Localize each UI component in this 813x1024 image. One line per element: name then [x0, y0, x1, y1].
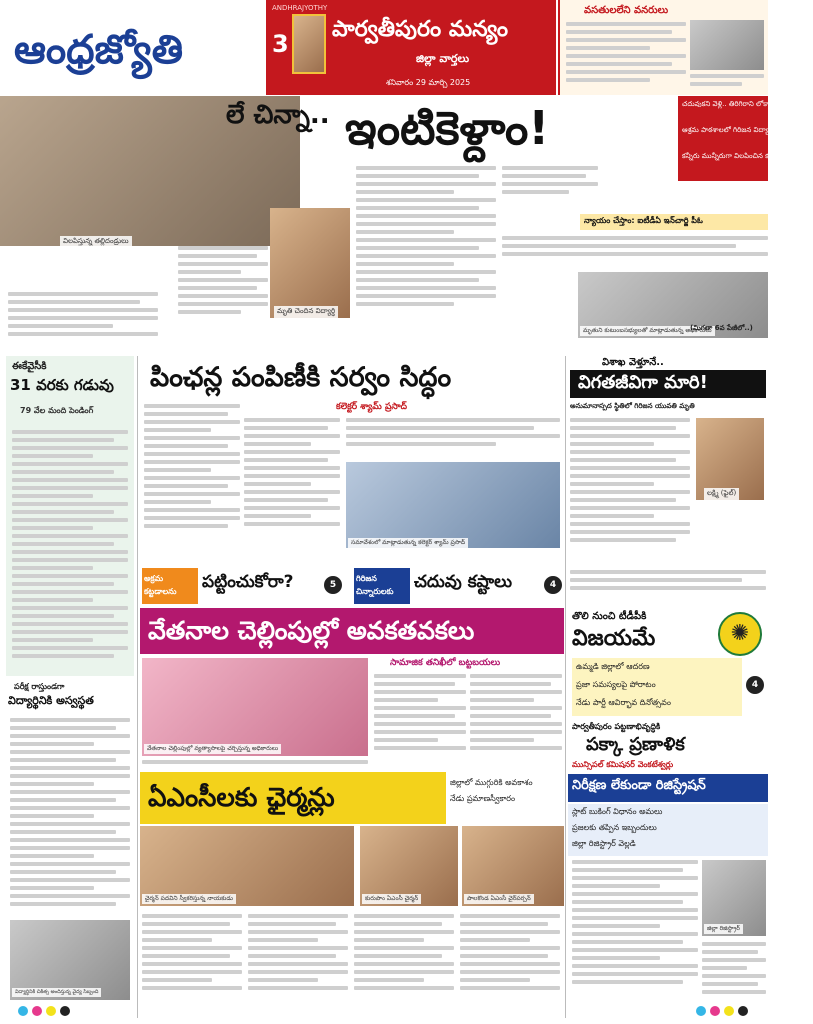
lead-subhead-box [580, 214, 768, 230]
visakha-photo-caption: లక్ష్మి (ఫైల్) [704, 488, 739, 500]
lead-text-right-b [502, 236, 768, 266]
pension-text-3 [346, 418, 560, 458]
district-name: పార్వతీపురం మన్యం [332, 17, 509, 42]
amc-photo-3 [462, 826, 564, 906]
reg-dot-left-k [60, 1006, 70, 1016]
amc-bullet-1: జిల్లాలో ముగ్గురికి అవకాశం [450, 778, 533, 787]
exam-photo-caption: విద్యార్థినికి చికిత్స అందిస్తున్న వైద్య సిబ్బంది [12, 988, 101, 997]
teaser-2-text: చదువు కష్టాలు [414, 572, 513, 592]
reg-dot-right-m [710, 1006, 720, 1016]
lead-bullet-2: ఆశ్రమ పాఠశాలలో గిరిజన విద్యార్థి మృతి [682, 126, 791, 134]
masthead-deity-image [292, 14, 326, 74]
tdp-bullet-1: ఉమ్మడి జిల్లాలో ఆదరణ [576, 662, 650, 671]
amc-photo-caption-3: పాలకొండ ఏఎంసీ చైర్‌పర్సన్ [464, 894, 534, 904]
registration-text-2 [702, 942, 766, 1012]
teaser-1-text: పట్టించుకోరా? [202, 572, 294, 592]
registration-photo [702, 860, 766, 936]
amc-text-4 [460, 914, 560, 1014]
reg-dot-left-m [32, 1006, 42, 1016]
pension-text-1 [144, 404, 240, 554]
tdp-headline: విజయమే [572, 626, 656, 651]
pension-byline: కలెక్టర్ శ్యామ్ ప్రసాద్ [336, 402, 407, 412]
registration-headline: నిరీక్షణ లేకుండా రిజిస్ట్రేషన్ [572, 778, 706, 793]
masthead-small-label: ANDHRAJYOTHY [272, 4, 328, 12]
lead-side-bullets [678, 96, 813, 181]
reg-dot-right-k [738, 1006, 748, 1016]
masthead [0, 0, 768, 96]
lead-kicker: లే చిన్నా.. [226, 100, 330, 130]
pension-photo-caption: సమావేశంలో మాట్లాడుతున్న కలెక్టర్ శ్యామ్ ప్రసాద్ [348, 538, 468, 548]
masthead-logo: ఆంధ్రజ్యోతి [14, 27, 183, 73]
reg-dot-right-y [724, 1006, 734, 1016]
student-photo [270, 208, 350, 318]
registration-headline-bar [568, 774, 768, 802]
deadline-title: ఈకేవైసీకి [12, 361, 47, 372]
masthead-red-band [266, 0, 556, 95]
salaries-photo-caption: వేతనాల చెల్లింపుల్లో వ్యత్యాసాలపై చర్చిస్తున్న అధికారులు [144, 744, 281, 754]
registration-bullet-1: స్లాట్ బుకింగ్ విధానం అమలు [572, 807, 663, 816]
reg-dot-left-y [46, 1006, 56, 1016]
salaries-text-2 [470, 674, 562, 766]
registration-bullet-2: ప్రజలకు తప్పిన ఇబ్బందులు [572, 823, 657, 832]
teaser-2-page: 4 [544, 576, 562, 594]
visakha-photo [696, 418, 764, 500]
lead-text-mid [178, 246, 268, 346]
plan-box [568, 722, 768, 772]
amc-story [140, 772, 564, 1018]
tdp-bullets [572, 658, 742, 716]
visakha-headline: విగతజీవిగా మారి! [578, 372, 708, 393]
salaries-text-1 [374, 674, 466, 766]
amc-headline: ఏఎంసీలకు ఛైర్మన్లు [148, 783, 335, 813]
lead-text-right-a [502, 166, 598, 206]
lead-photo-caption: విలపిస్తున్న తల్లిదండ్రులు [60, 236, 132, 248]
lead-text-center [356, 166, 496, 346]
tdp-logo-icon: ✺ [718, 612, 762, 656]
lead-story [0, 96, 813, 354]
visakha-story [566, 354, 768, 604]
section-label: జిల్లా వార్తలు [416, 52, 470, 65]
exam-headline: విద్యార్థినికి అస్వస్థత [8, 694, 94, 707]
top-right-title: వసతులలేని వనరులు [584, 5, 669, 16]
lead-bullet-3: కన్నీరు మున్నీరుగా విలపించిన కుటుంబ సభ్యులు [682, 152, 813, 160]
visakha-headline-box [570, 370, 766, 398]
deadline-text [12, 430, 128, 670]
reg-dot-left-c [18, 1006, 28, 1016]
amc-photo-caption-2: కురుపాం ఏఎంసీ చైర్మన్ [362, 894, 421, 904]
tdp-bullet-2: ప్రజా సమస్యలపై పోరాటం [576, 680, 656, 689]
salaries-headline-bar [140, 608, 564, 654]
deadline-sub: 79 వేల మంది పెండింగ్ [20, 406, 94, 415]
elephant-photo [690, 20, 764, 70]
amc-text-1 [142, 914, 242, 1014]
pension-text-2 [244, 418, 340, 554]
visakha-text-1 [570, 418, 690, 568]
visakha-kicker: విశాఖ వెళ్తూనే.. [602, 357, 664, 368]
salaries-byline: సామాజిక తనిఖీలో బట్టబయలు [390, 658, 501, 668]
teaser-1-label: అక్రమ కట్టడాలను [144, 574, 177, 596]
pension-headline: పింఛన్ల పంపిణీకి సర్వం సిద్ధం [150, 362, 452, 393]
amc-photo-2 [360, 826, 458, 906]
family-photo-caption: మృతుని కుటుంబసభ్యులతో మాట్లాడుతున్న అధికారులు [580, 326, 715, 336]
plan-kicker: పార్వతీపురం పట్టణాభివృద్ధికి [572, 722, 661, 731]
pension-story [140, 354, 564, 560]
pension-photo [346, 462, 560, 548]
plan-headline: పక్కా ప్రణాళిక [586, 734, 685, 755]
salaries-text-3 [142, 760, 368, 768]
teaser-2-label: గిరిజన చిన్నారులకు [356, 574, 394, 596]
tdp-kicker: తొలి నుంచి టీడీపీకి [572, 611, 647, 622]
column-rule-left [137, 356, 138, 1018]
plan-sub: మున్సిపల్ కమిషనర్ వెంకటేశ్వర్లు [572, 760, 674, 769]
teaser-1-page: 5 [324, 576, 342, 594]
exam-story [6, 682, 134, 1018]
exam-photo [10, 920, 130, 1000]
page-number: 3 [272, 30, 289, 58]
teaser-1-label-box [142, 568, 198, 604]
exam-kicker: పరీక్ష రాస్తుండగా [14, 682, 65, 691]
top-right-box [558, 0, 768, 95]
visakha-text-2 [570, 570, 766, 600]
amc-photo-1 [140, 826, 354, 906]
amc-bullet-2: నేడు ప్రమాణస్వీకారం [450, 794, 516, 803]
tdp-bullet-3: నేడు పార్టీ ఆవిర్భావ దినోత్సవం [576, 698, 671, 707]
teaser-1[interactable] [142, 568, 342, 604]
lead-headline: ఇంటికెళ్దాం! [345, 101, 550, 155]
registration-bullet-3: జిల్లా రిజిస్ట్రార్ వెల్లడి [572, 839, 636, 848]
deadline-box [6, 356, 134, 676]
registration-photo-caption: జిల్లా రిజిస్ట్రార్ [704, 924, 743, 934]
amc-text-2 [248, 914, 348, 1014]
registration-bullets [568, 804, 768, 856]
teaser-2-label-box [354, 568, 410, 604]
student-photo-caption: మృతి చెందిన విద్యార్థి [274, 306, 338, 318]
column-rule-right [565, 356, 566, 1018]
reg-dot-right-c [696, 1006, 706, 1016]
amc-headline-bar [140, 772, 446, 824]
lead-text-left [8, 292, 158, 352]
deadline-big: 31 వరకు గడువు [10, 376, 114, 394]
amc-bullets [450, 776, 564, 820]
lead-subhead: న్యాయం చేస్తాం: ఐటీడీఏ ఇన్‌చార్జి పీఓ [584, 216, 703, 225]
salaries-headline: వేతనాల చెల్లింపుల్లో అవకతవకలు [148, 616, 475, 645]
amc-photo-caption-1: చైర్మన్ పదవిని స్వీకరిస్తున్న నాయకుడు [142, 894, 236, 904]
top-right-text-2 [690, 74, 764, 92]
tdp-box [568, 608, 768, 718]
registration-text-1 [572, 860, 698, 1010]
salaries-photo [142, 658, 368, 756]
masthead-date: శనివారం 29 మార్చి 2025 [386, 78, 471, 87]
amc-text-3 [354, 914, 454, 1014]
teaser-2[interactable] [354, 568, 564, 604]
lead-continued: (మిగతా 6వ పేజీలో..) [690, 324, 753, 332]
salaries-story [140, 608, 564, 768]
registration-story [568, 774, 768, 1018]
tdp-page: 4 [746, 676, 764, 694]
lead-bullet-1: చదువుకని వెళ్లి.. తిరిగిరాని లోకాలకు [682, 100, 781, 108]
exam-text [10, 718, 130, 918]
visakha-sub: అనుమానాస్పద స్థితిలో గిరిజన యువతి మృతి [570, 402, 695, 410]
top-right-text [566, 22, 686, 92]
